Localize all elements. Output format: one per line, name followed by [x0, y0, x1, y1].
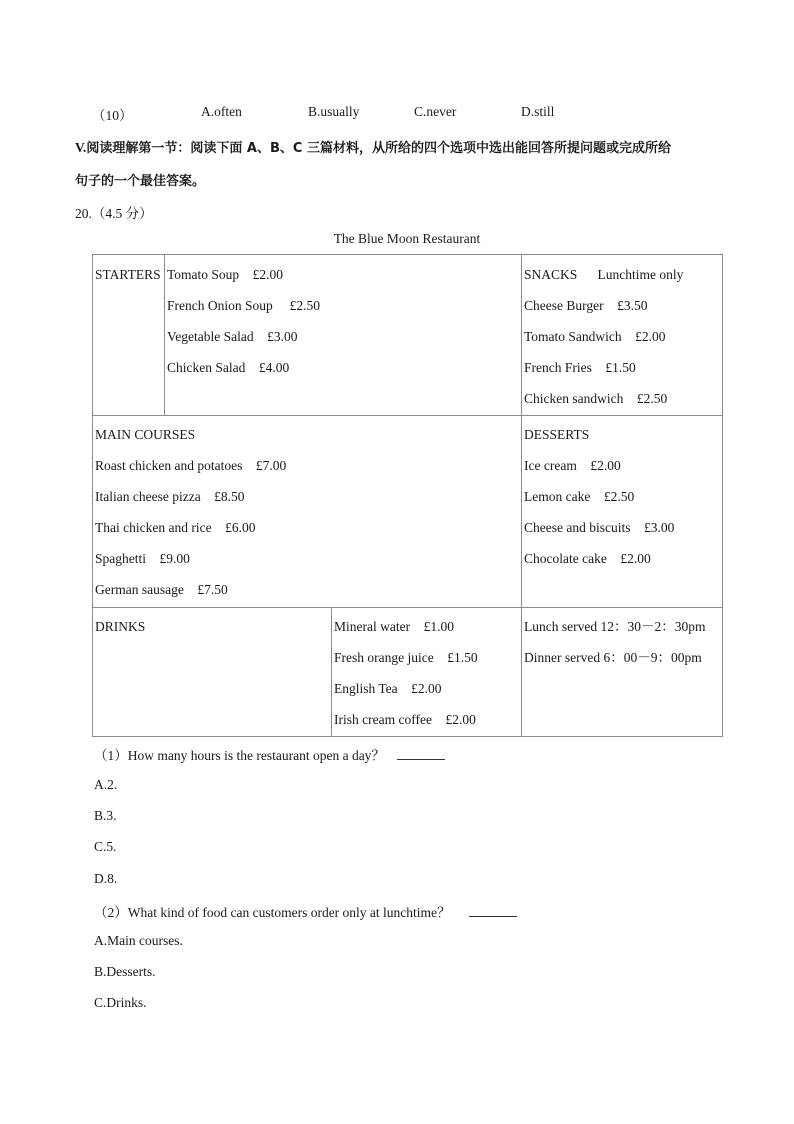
drink-item: Mineral water £1.00	[334, 619, 454, 634]
main-course-item: Italian cheese pizza £8.50	[95, 489, 245, 504]
section-instruction: 阅读理解第一节：阅读下面 A、B、C 三篇材料，从所给的四个选项中选出能回答所提问题或完成所给	[86, 141, 671, 156]
question-1-text: （1）How many hours is the restaurant open a day？	[94, 748, 385, 763]
starter-item: Tomato Soup £2.00	[167, 267, 284, 282]
starter-item: Vegetable Salad £3.00	[167, 329, 298, 344]
dessert-item: Ice cream £2.00	[524, 458, 621, 473]
hours-cell	[522, 608, 723, 737]
drink-item: Fresh orange juice £1.50	[334, 650, 478, 665]
starters-label-cell	[93, 255, 165, 416]
starters-items-cell	[165, 255, 522, 416]
lunch-hours: Lunch served 12：30－2：30pm	[524, 619, 706, 634]
q2-option-c: C.Drinks.	[94, 995, 147, 1010]
main-course-item: Spaghetti £9.00	[95, 551, 190, 566]
main-courses-cell	[93, 416, 522, 608]
starter-item: French Onion Soup £2.50	[167, 298, 320, 313]
main-course-item: Roast chicken and potatoes £7.00	[95, 458, 287, 473]
q2-option-b: B.Desserts.	[94, 964, 156, 979]
question-2-text: （2）What kind of food can customers order only at lunchtime？	[94, 905, 451, 920]
question-20-label: 20.（4.5 分）	[75, 206, 153, 221]
drinks-label: DRINKS	[95, 619, 146, 634]
q10-option-c: C.never	[414, 104, 457, 119]
q1-option-b: B.3.	[94, 808, 117, 823]
dessert-item: Cheese and biscuits £3.00	[524, 520, 675, 535]
menu-table	[92, 254, 723, 737]
drinks-items-cell	[332, 608, 522, 737]
dessert-item: Chocolate cake £2.00	[524, 551, 651, 566]
q2-option-a: A.Main courses.	[94, 933, 183, 948]
q10-option-d: D.still	[521, 104, 555, 119]
answer-blank	[397, 747, 445, 760]
q10-number: （10）	[92, 108, 133, 123]
dinner-hours: Dinner served 6：00－9：00pm	[524, 650, 702, 665]
main-course-item: Thai chicken and rice £6.00	[95, 520, 256, 535]
q10-option-b: B.usually	[308, 104, 360, 119]
answer-blank	[469, 904, 517, 917]
section-heading-line1	[75, 137, 671, 156]
drink-item: Irish cream coffee £2.00	[334, 712, 476, 727]
q10-option-a: A.often	[201, 104, 242, 119]
desserts-cell	[522, 416, 723, 608]
starters-label: STARTERS	[95, 267, 161, 282]
menu-title: The Blue Moon Restaurant	[333, 231, 481, 246]
desserts-label: DESSERTS	[524, 427, 590, 442]
snack-item: French Fries £1.50	[524, 360, 636, 375]
main-course-item: German sausage £7.50	[95, 582, 228, 597]
snack-item: Cheese Burger £3.50	[524, 298, 648, 313]
q1-option-c: C.5.	[94, 839, 117, 854]
section-prefix: V.	[75, 140, 87, 155]
q1-option-d: D.8.	[94, 871, 118, 886]
snacks-cell	[522, 255, 723, 416]
starter-item: Chicken Salad £4.00	[167, 360, 290, 375]
drink-item: English Tea £2.00	[334, 681, 442, 696]
snack-item: Tomato Sandwich £2.00	[524, 329, 666, 344]
dessert-item: Lemon cake £2.50	[524, 489, 635, 504]
drinks-label-cell	[93, 608, 332, 737]
snacks-label: SNACKS Lunchtime only	[524, 267, 684, 282]
snack-item: Chicken sandwich £2.50	[524, 391, 668, 406]
q1-option-a: A.2.	[94, 777, 118, 792]
section-heading-line2: 句子的一个最佳答案。	[75, 174, 206, 189]
question-2	[94, 901, 517, 921]
question-1	[94, 744, 445, 764]
main-courses-label: MAIN COURSES	[95, 427, 196, 442]
